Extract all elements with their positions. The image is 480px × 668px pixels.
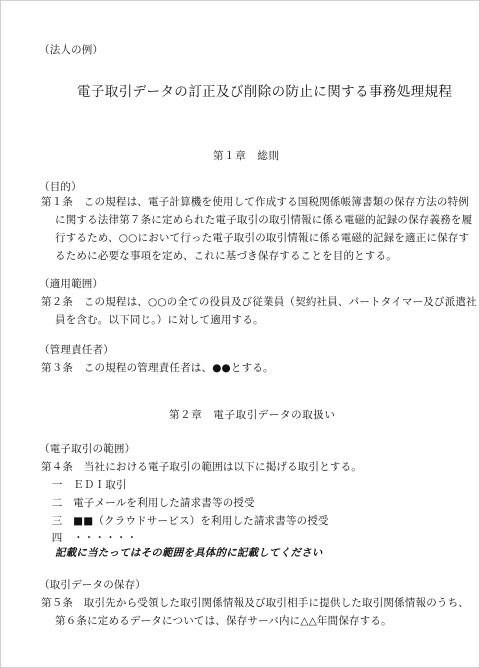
article-5-line-1: 第５条 取引先から受領した取引関係情報及び取引相手に提供した取引関係情報のうち、 <box>41 597 469 609</box>
document-title: 電子取引データの訂正及び削除の防止に関する事務処理規程 <box>77 84 453 100</box>
article-1-line-3: 行するため、○○において行った電子取引の取引情報に係る電磁的記録を適正に保存す <box>55 232 470 244</box>
article-4-item-3: 三 ■■（クラウドサービス）を利用した請求書等の授受 <box>41 515 329 527</box>
article-1-line-1: 第１条 この規程は、電子計算機を使用して作成する国税関係帳簿書類の保存方法の特例 <box>41 196 469 208</box>
article-3-line-1: 第３条 この規程の管理責任者は、●●とする。 <box>41 362 274 374</box>
article-5-line-2: 第６条に定めるデータについては、保存サーバ内に△△年間保存する。 <box>55 615 392 627</box>
article-1-line-4: るために必要な事項を定め、これに基づき保存することを目的とする。 <box>55 250 397 262</box>
article-4-item-4: 四 ・・・・・・ <box>41 532 138 544</box>
article-2-line-2: 員を含む。以下同じ。）に対して適用する。 <box>55 314 264 326</box>
article-1-line-2: に関する法律第７条に定められた電子取引の取引情報に係る電磁的記録の保存義務を履 <box>55 214 473 226</box>
section-heading-scope: （適用範囲） <box>39 278 104 290</box>
header-note: （法人の例） <box>39 44 104 56</box>
article-4-item-1: 一 ＥＤＩ取引 <box>41 479 127 491</box>
section-heading-range: （電子取引の範囲） <box>39 443 136 455</box>
instruction-note: 記載に当たってはその範囲を具体的に記載してください <box>55 547 323 559</box>
chapter-2-heading: 第２章 電子取引データの取扱い <box>169 409 336 421</box>
section-heading-purpose: （目的） <box>39 181 82 193</box>
article-4-item-2: 二 電子メールを利用した請求書等の授受 <box>41 497 255 509</box>
section-heading-storage: （取引データの保存） <box>39 579 146 591</box>
article-4-line-1: 第４条 当社における電子取引の範囲は以下に掲げる取引とする。 <box>41 461 362 473</box>
article-2-line-1: 第２条 この規程は、○○の全ての役員及び従業員（契約社員、パートタイマー及び派遣社 <box>41 296 477 308</box>
section-heading-manager: （管理責任者） <box>39 344 114 356</box>
chapter-1-heading: 第１章 総則 <box>213 150 280 162</box>
